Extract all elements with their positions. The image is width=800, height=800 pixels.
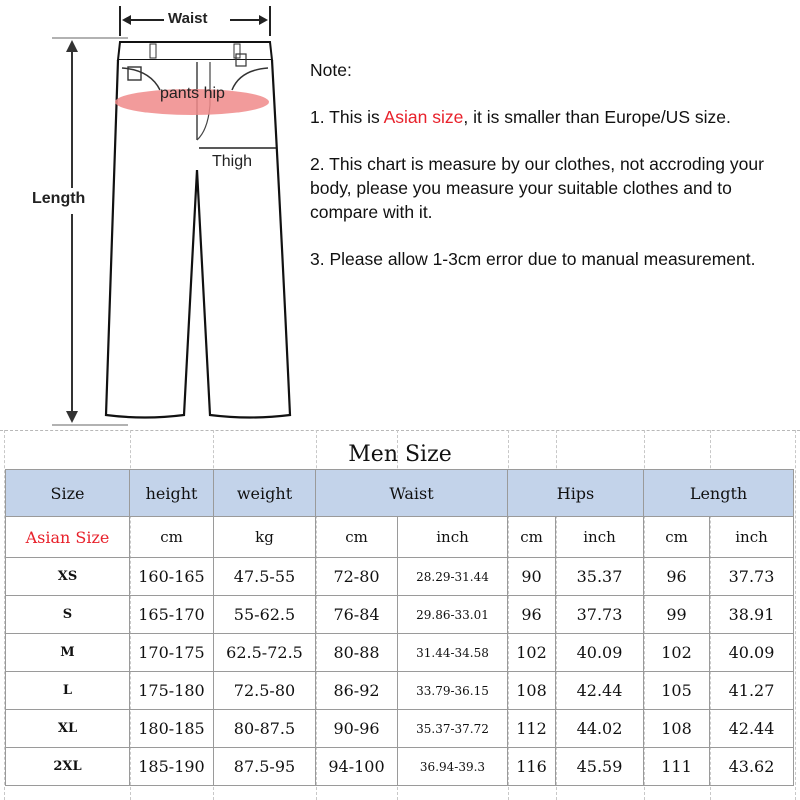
table-cell: 29.86-33.01 <box>398 596 508 634</box>
table-cell: 90-96 <box>316 710 398 748</box>
size-cell: S <box>6 596 130 634</box>
table-cell: 94-100 <box>316 748 398 786</box>
table-cell: 28.29-31.44 <box>398 558 508 596</box>
table-row <box>6 672 794 710</box>
table-cell: 35.37-37.72 <box>398 710 508 748</box>
header-weight: weight <box>214 470 316 517</box>
table-row <box>6 558 794 596</box>
table-cell: 185-190 <box>130 748 214 786</box>
notes-block <box>310 58 790 294</box>
note-1-prefix: 1. This is <box>310 107 384 127</box>
header-length: Length <box>644 470 794 517</box>
table-cell: 33.79-36.15 <box>398 672 508 710</box>
table-cell: 44.02 <box>556 710 644 748</box>
table-cell: 108 <box>508 672 556 710</box>
header-hips: Hips <box>508 470 644 517</box>
table-cell: 40.09 <box>710 634 794 672</box>
table-title: Men Size <box>348 442 452 467</box>
table-cell: 111 <box>644 748 710 786</box>
table-cell: 42.44 <box>556 672 644 710</box>
table-cell: 116 <box>508 748 556 786</box>
size-cell: 2XL <box>6 748 130 786</box>
table-cell: 37.73 <box>710 558 794 596</box>
table-cell: 31.44-34.58 <box>398 634 508 672</box>
table-cell: 87.5-95 <box>214 748 316 786</box>
unit-cell: cm <box>644 517 710 558</box>
unit-cell: cm <box>316 517 398 558</box>
size-cell: L <box>6 672 130 710</box>
table-cell: 102 <box>644 634 710 672</box>
pants-diagram <box>0 0 310 430</box>
hip-label: pants hip <box>160 85 225 102</box>
section-divider <box>0 430 800 431</box>
table-cell: 102 <box>508 634 556 672</box>
length-label: Length <box>32 190 86 207</box>
table-unit-row <box>6 517 794 558</box>
table-header-row <box>6 470 794 517</box>
size-cell: M <box>6 634 130 672</box>
table-cell: 35.37 <box>556 558 644 596</box>
table-cell: 72.5-80 <box>214 672 316 710</box>
table-cell: 175-180 <box>130 672 214 710</box>
header-height: height <box>130 470 214 517</box>
header-waist: Waist <box>316 470 508 517</box>
table-cell: 165-170 <box>130 596 214 634</box>
table-cell: 96 <box>644 558 710 596</box>
note-1-suffix: , it is smaller than Europe/US size. <box>463 107 731 127</box>
table-cell: 160-165 <box>130 558 214 596</box>
unit-asian-size: Asian Size <box>6 517 130 558</box>
table-cell: 55-62.5 <box>214 596 316 634</box>
table-cell: 86-92 <box>316 672 398 710</box>
table-cell: 99 <box>644 596 710 634</box>
unit-cell: inch <box>398 517 508 558</box>
size-table <box>5 469 794 786</box>
grid-line <box>795 430 796 800</box>
table-row <box>6 596 794 634</box>
notes-heading: Note: <box>310 60 352 80</box>
table-cell: 108 <box>644 710 710 748</box>
note-2: 2. This chart is measure by our clothes, not accroding your body, please you measure your suitable clothes and to compare with it. <box>310 154 764 222</box>
table-cell: 37.73 <box>556 596 644 634</box>
table-cell: 45.59 <box>556 748 644 786</box>
note-1 <box>310 105 790 129</box>
table-cell: 105 <box>644 672 710 710</box>
note-1-highlight: Asian size <box>383 107 464 127</box>
table-row <box>6 634 794 672</box>
size-cell: XL <box>6 710 130 748</box>
table-cell: 180-185 <box>130 710 214 748</box>
table-cell: 80-88 <box>316 634 398 672</box>
unit-cell: inch <box>710 517 794 558</box>
table-row <box>6 710 794 748</box>
table-cell: 112 <box>508 710 556 748</box>
table-cell: 41.27 <box>710 672 794 710</box>
table-cell: 38.91 <box>710 596 794 634</box>
unit-cell: cm <box>130 517 214 558</box>
unit-cell: cm <box>508 517 556 558</box>
note-3: 3. Please allow 1-3cm error due to manual measurement. <box>310 249 756 269</box>
table-cell: 43.62 <box>710 748 794 786</box>
table-cell: 76-84 <box>316 596 398 634</box>
table-cell: 80-87.5 <box>214 710 316 748</box>
table-cell: 40.09 <box>556 634 644 672</box>
table-cell: 96 <box>508 596 556 634</box>
table-cell: 47.5-55 <box>214 558 316 596</box>
table-cell: 62.5-72.5 <box>214 634 316 672</box>
unit-cell: inch <box>556 517 644 558</box>
table-cell: 170-175 <box>130 634 214 672</box>
size-cell: XS <box>6 558 130 596</box>
table-row <box>6 748 794 786</box>
header-size: Size <box>6 470 130 517</box>
waist-label: Waist <box>168 10 208 27</box>
table-cell: 90 <box>508 558 556 596</box>
thigh-label: Thigh <box>212 153 253 170</box>
table-cell: 42.44 <box>710 710 794 748</box>
table-cell: 72-80 <box>316 558 398 596</box>
unit-cell: kg <box>214 517 316 558</box>
table-cell: 36.94-39.3 <box>398 748 508 786</box>
